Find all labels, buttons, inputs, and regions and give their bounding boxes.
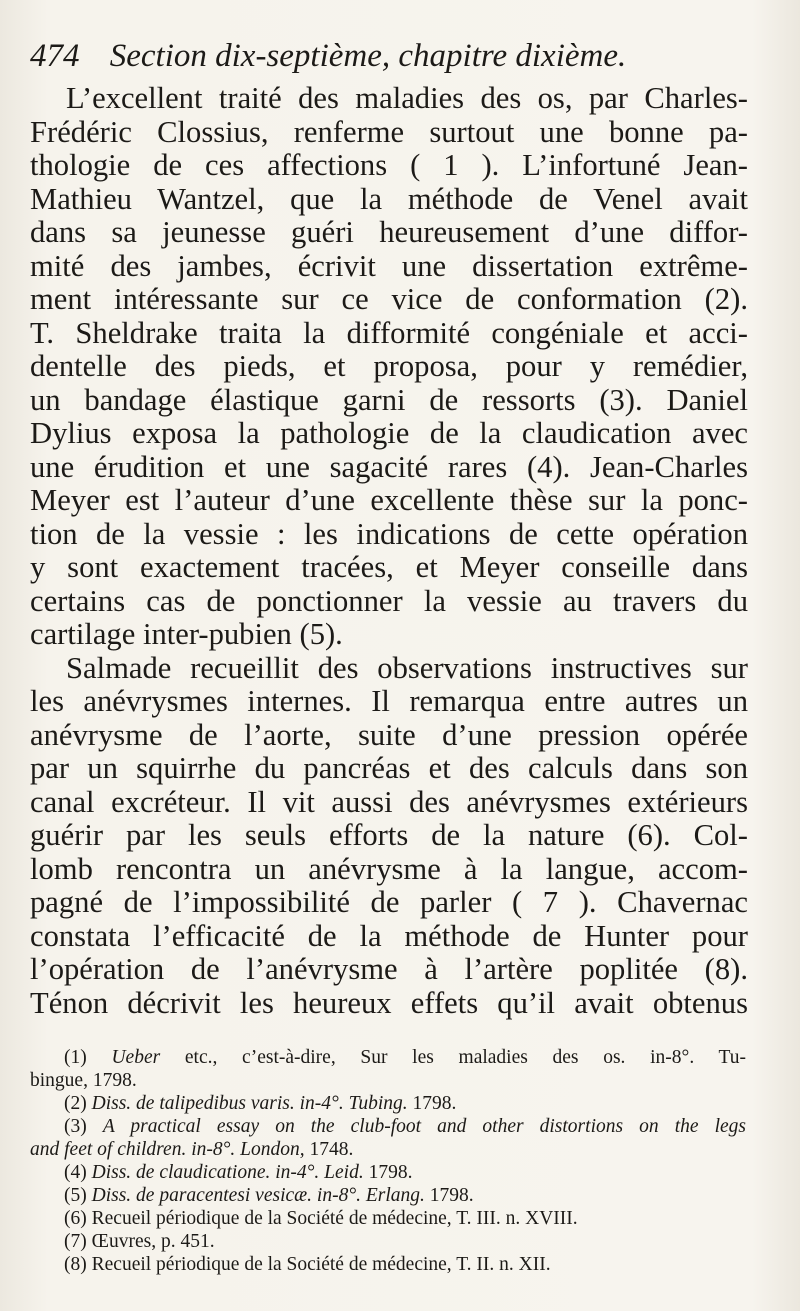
body-line: dans sa jeunesse guéri heureusement d’une diffor- xyxy=(30,215,748,249)
running-header xyxy=(30,36,770,76)
footnote-text: Recueil périodique de la Société de médecine, T. III. n. XVIII. xyxy=(91,1208,578,1229)
footnote-title: Diss. de talipedibus varis. in-4°. Tubing. xyxy=(91,1093,408,1114)
footnote-6 xyxy=(30,1207,746,1230)
body-line: mité des jambes, écrivit une dissertation extrême- xyxy=(30,248,748,283)
body-line: pagné de l’impossibilité de parler ( 7 ). Chavernac xyxy=(30,885,748,919)
footnote-1 xyxy=(30,1046,746,1069)
footnote-mark: (6) xyxy=(64,1208,87,1229)
footnote-title: Diss. de claudicatione. in-4°. Leid. xyxy=(91,1162,364,1183)
body-line: L’excellent traité des maladies des os, par Charles- xyxy=(66,81,748,115)
body-line: guérir par les seuls efforts de la nature (6). Col- xyxy=(30,818,748,852)
body-line: lomb rencontra un anévrysme à la langue, accom- xyxy=(30,851,748,886)
body-line: constata l’efficacité de la méthode de Hunter pour xyxy=(30,918,748,953)
footnote-year: 1798. xyxy=(412,1093,457,1114)
body-line: Dylius exposa la pathologie de la claudication avec xyxy=(30,416,748,450)
footnotes xyxy=(30,1046,746,1276)
body-line: certains cas de ponctionner la vessie au travers du xyxy=(30,583,748,618)
body-line: cartilage inter-pubien (5). xyxy=(30,617,343,651)
footnote-year: 1748. xyxy=(309,1139,354,1160)
body-text xyxy=(30,82,748,1020)
footnote-title: A practical essay on the club-foot and other distortions on the legs xyxy=(102,1116,746,1137)
body-line: Frédéric Clossius, renferme surtout une bonne pa- xyxy=(30,114,748,149)
body-line: une érudition et une sagacité rares (4). Jean-Charles xyxy=(30,449,748,484)
body-line: un bandage élastique garni de ressorts (3). Daniel xyxy=(30,382,748,417)
footnote-mark: (5) xyxy=(64,1185,87,1206)
body-line: les anévrysmes internes. Il remarqua entre autres un xyxy=(30,684,748,718)
footnote-3 xyxy=(30,1115,746,1138)
body-line: y sont exactement tracées, et Meyer conseille dans xyxy=(30,550,748,584)
body-line: dentelle des pieds, et proposa, pour y remédier, xyxy=(30,349,748,383)
footnote-mark: (4) xyxy=(64,1162,87,1183)
footnote-year: 1798. xyxy=(429,1185,474,1206)
footnote-text: Œuvres, p. 451. xyxy=(91,1231,215,1252)
footnote-7 xyxy=(30,1230,746,1253)
body-line: Ténon décrivit les heureux effets qu’il avait obtenus xyxy=(30,985,748,1020)
footnote-2 xyxy=(30,1092,746,1115)
body-line: anévrysme de l’aorte, suite d’une pression opérée xyxy=(30,717,748,752)
footnote-title-cont: and feet of children. in-8°. London, xyxy=(30,1139,305,1160)
footnote-year: 1798. xyxy=(368,1162,413,1183)
body-line: Meyer est l’auteur d’une excellente thèse sur la ponc- xyxy=(30,483,748,517)
body-line: ment intéressante sur ce vice de conformation (2). xyxy=(30,282,748,316)
footnote-4 xyxy=(30,1161,746,1184)
body-line: canal excréteur. Il vit aussi des anévrysmes extérieurs xyxy=(30,784,748,819)
footnote-mark: (3) xyxy=(64,1116,87,1137)
footnote-mark: (7) xyxy=(64,1231,87,1252)
body-line: l’opération de l’anévrysme à l’artère poplitée (8). xyxy=(30,952,748,986)
footnote-8 xyxy=(30,1253,746,1276)
body-line: Mathieu Wantzel, que la méthode de Venel avait xyxy=(30,181,748,216)
body-line: par un squirrhe du pancréas et des calculs dans son xyxy=(30,751,748,785)
footnote-3-cont xyxy=(30,1138,746,1161)
footnote-text: Recueil périodique de la Société de médecine, T. II. n. XII. xyxy=(91,1254,551,1275)
body-line: Salmade recueillit des observations instructives sur xyxy=(66,650,748,685)
footnote-mark: (1) xyxy=(64,1047,87,1068)
body-line: tion de la vessie : les indications de cette opération xyxy=(30,516,748,551)
footnote-mark: (2) xyxy=(64,1093,87,1114)
running-title: Section dix-septième, chapitre dixième. xyxy=(109,38,627,74)
body-line: thologie de ces affections ( 1 ). L’infortuné Jean- xyxy=(30,148,748,182)
body-line: T. Sheldrake traita la difformité congéniale et acci- xyxy=(30,315,748,350)
footnote-1-cont: bingue, 1798. xyxy=(30,1070,137,1091)
footnote-text: etc., c’est-à-dire, Sur les maladies des os. in-8°. Tu- xyxy=(184,1047,747,1068)
footnote-5 xyxy=(30,1184,746,1207)
footnote-title: Ueber xyxy=(111,1047,161,1068)
footnote-mark: (8) xyxy=(64,1254,87,1275)
page-number: 474 xyxy=(30,38,80,74)
footnote-title: Diss. de paracentesi vesicæ. in-8°. Erlang. xyxy=(91,1185,425,1206)
